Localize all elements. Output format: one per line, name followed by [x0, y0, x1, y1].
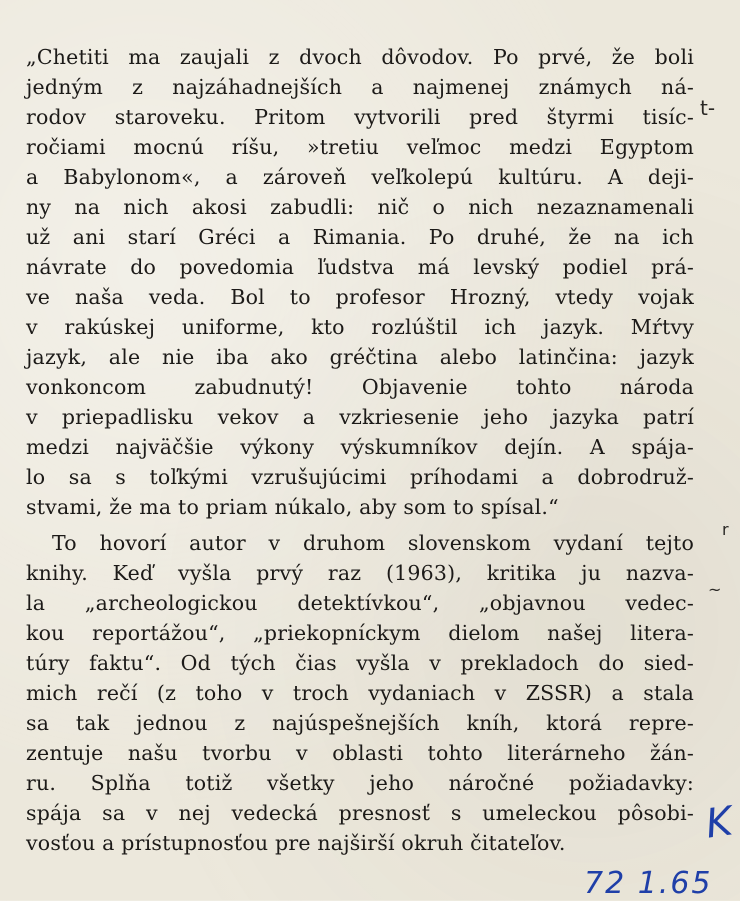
- body-text: [26, 42, 694, 858]
- text-line: túry faktu“. Od tých čias vyšla v prekladoch do sied-: [26, 651, 694, 675]
- text-line: rodov staroveku. Pritom vytvorili pred štyrmi tisíc-: [26, 105, 694, 129]
- text-line: návrate do povedomia ľudstva má levský podiel prá-: [26, 255, 694, 279]
- text-line: kou reportážou“, „priekopníckym dielom našej litera-: [26, 621, 694, 645]
- text-line: spája sa v nej vedecká presnosť s umeleckou pôsobi-: [26, 801, 694, 825]
- text-line: ny na nich akosi zabudli: nič o nich nezaznamenali: [26, 195, 694, 219]
- text-line: v rakúskej uniforme, kto rozlúštil ich jazyk. Mŕtvy: [26, 315, 694, 339]
- text-line: la „archeologickou detektívkou“, „objavnou vedec-: [26, 591, 694, 615]
- text-line: lo sa s toľkými vzrušujúcimi príhodami a dobrodruž-: [26, 465, 694, 489]
- text-line: zentuje našu tvorbu v oblasti tohto literárneho žán-: [26, 741, 694, 765]
- text-line: jazyk, ale nie iba ako gréčtina alebo latinčina: jazyk: [26, 345, 694, 369]
- text-line: už ani starí Gréci a Rimania. Po druhé, že na ich: [26, 225, 694, 249]
- margin-fragment: ~: [708, 580, 722, 599]
- text-line: knihy. Keď vyšla prvý raz (1963), kritika ju nazva-: [26, 561, 694, 585]
- text-line: stvami, že ma to priam núkalo, aby som to spísal.“: [26, 495, 559, 519]
- text-line: To hovorí autor v druhom slovenskom vydaní tejto: [52, 531, 694, 555]
- text-line: medzi najväčšie výkony výskumníkov dejín. A spája-: [26, 435, 694, 459]
- paragraph-1: [26, 42, 694, 522]
- text-line: a Babylonom«, a zároveň veľkolepú kultúru. A deji-: [26, 165, 694, 189]
- paragraph-2: [26, 528, 694, 858]
- text-line: „Chetiti ma zaujali z dvoch dôvodov. Po prvé, že boli: [26, 45, 694, 69]
- margin-fragment: r: [722, 520, 729, 539]
- text-line: vonkoncom zabudnutý! Objavenie tohto národa: [26, 375, 694, 399]
- text-line: vosťou a prístupnosťou pre najširší okruh čitateľov.: [26, 831, 566, 855]
- handwritten-side-mark: K: [702, 798, 736, 848]
- text-line: v priepadlisku vekov a vzkriesenie jeho jazyka patrí: [26, 405, 694, 429]
- handwritten-note: 72 1.65: [584, 866, 713, 901]
- text-line: ročiami mocnú ríšu, »tretiu veľmoc medzi Egyptom: [26, 135, 694, 159]
- text-line: ve naša veda. Bol to profesor Hrozný, vtedy vojak: [26, 285, 694, 309]
- text-line: ru. Splňa totiž všetky jeho náročné požiadavky:: [26, 771, 694, 795]
- text-line: mich rečí (z toho v troch vydaniach v ZSSR) a stala: [26, 681, 694, 705]
- text-line: sa tak jednou z najúspešnejších kníh, ktorá repre-: [26, 711, 694, 735]
- text-line: jedným z najzáhadnejších a najmenej známych ná-: [26, 75, 694, 99]
- margin-fragment: t-: [700, 96, 716, 120]
